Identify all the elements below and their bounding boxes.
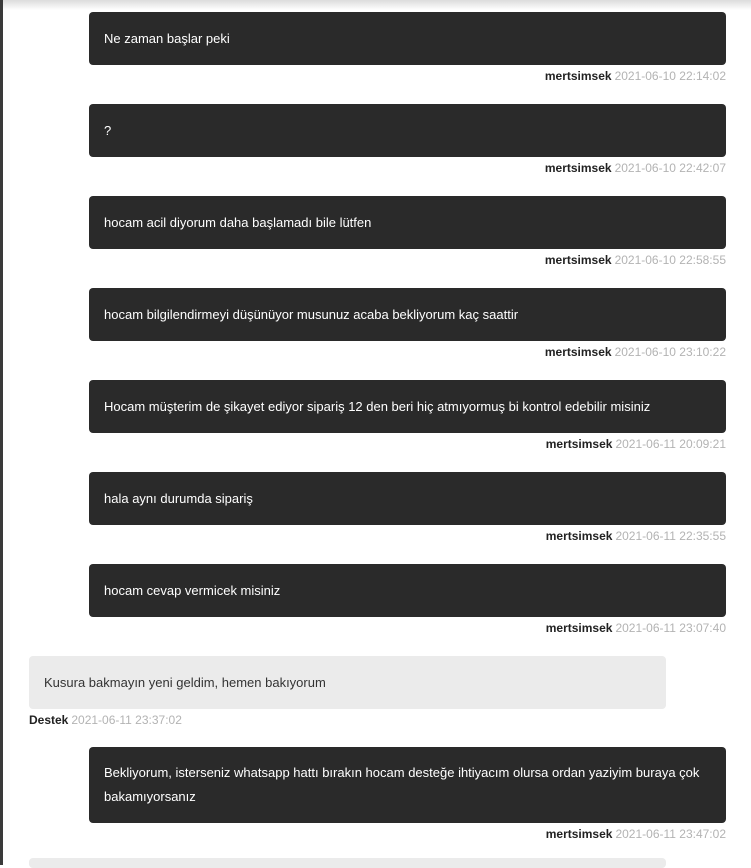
message-outgoing xyxy=(0,104,726,175)
top-shadow xyxy=(0,0,751,10)
message-outgoing xyxy=(0,472,726,543)
message-timestamp: 2021-06-10 22:58:55 xyxy=(614,253,726,267)
message-meta xyxy=(0,529,726,543)
message-text: hala aynı durumda sipariş xyxy=(104,490,253,506)
message-text: Bekliyorum, isterseniz whatsapp hattı bırakın hocam desteğe ihtiyacım olursa ordan yaziyim buraya çok bakamıyorsanız xyxy=(104,765,700,804)
message-meta xyxy=(0,253,726,267)
message-bubble xyxy=(89,380,726,433)
message-timestamp: 2021-06-11 23:37:02 xyxy=(71,713,182,727)
message-meta xyxy=(0,827,726,841)
message-bubble xyxy=(89,472,726,525)
message-author[interactable]: mertsimsek xyxy=(545,437,613,451)
message-bubble xyxy=(89,12,726,65)
message-bubble xyxy=(89,564,726,617)
message-author[interactable]: mertsimsek xyxy=(544,161,612,175)
message-text: Ne zaman başlar peki xyxy=(104,30,230,46)
message-outgoing xyxy=(0,380,726,451)
message-timestamp: 2021-06-11 22:35:55 xyxy=(615,529,726,543)
message-text: hocam bilgilendirmeyi düşünüyor musunuz acaba bekliyorum kaç saattir xyxy=(104,306,519,322)
message-author[interactable]: mertsimsek xyxy=(544,253,612,267)
message-bubble-partial xyxy=(29,858,666,868)
message-bubble xyxy=(89,747,726,823)
message-author[interactable]: mertsimsek xyxy=(544,69,612,83)
message-text: Kusura bakmayın yeni geldim, hemen bakıyorum xyxy=(44,674,326,690)
message-text: hocam cevap vermicek misiniz xyxy=(104,582,281,598)
message-timestamp: 2021-06-11 23:07:40 xyxy=(615,621,726,635)
message-meta xyxy=(0,621,726,635)
message-meta xyxy=(0,69,726,83)
message-incoming xyxy=(0,656,666,727)
message-bubble xyxy=(89,288,726,341)
message-outgoing xyxy=(0,12,726,83)
message-outgoing xyxy=(0,747,726,841)
message-author[interactable]: mertsimsek xyxy=(545,621,613,635)
message-author[interactable]: mertsimsek xyxy=(544,345,612,359)
message-text: ? xyxy=(104,122,112,138)
message-text: hocam acil diyorum daha başlamadı bile lütfen xyxy=(104,214,372,230)
message-text: Hocam müşterim de şikayet ediyor sipariş 12 den beri hiç atmıyormuş bi kontrol edebilir misiniz xyxy=(104,398,651,414)
message-meta xyxy=(0,345,726,359)
message-outgoing xyxy=(0,564,726,635)
message-timestamp: 2021-06-10 23:10:22 xyxy=(614,345,726,359)
message-bubble xyxy=(89,196,726,249)
message-author[interactable]: Destek xyxy=(29,713,69,727)
message-outgoing xyxy=(0,288,726,359)
message-meta xyxy=(0,161,726,175)
message-author[interactable]: mertsimsek xyxy=(545,529,613,543)
message-meta xyxy=(0,437,726,451)
message-timestamp: 2021-06-10 22:42:07 xyxy=(614,161,726,175)
message-outgoing xyxy=(0,196,726,267)
message-bubble xyxy=(89,104,726,157)
message-timestamp: 2021-06-11 20:09:21 xyxy=(615,437,726,451)
message-timestamp: 2021-06-11 23:47:02 xyxy=(615,827,726,841)
message-author[interactable]: mertsimsek xyxy=(545,827,613,841)
message-bubble xyxy=(29,656,666,709)
message-timestamp: 2021-06-10 22:14:02 xyxy=(614,69,726,83)
message-meta xyxy=(29,713,666,727)
